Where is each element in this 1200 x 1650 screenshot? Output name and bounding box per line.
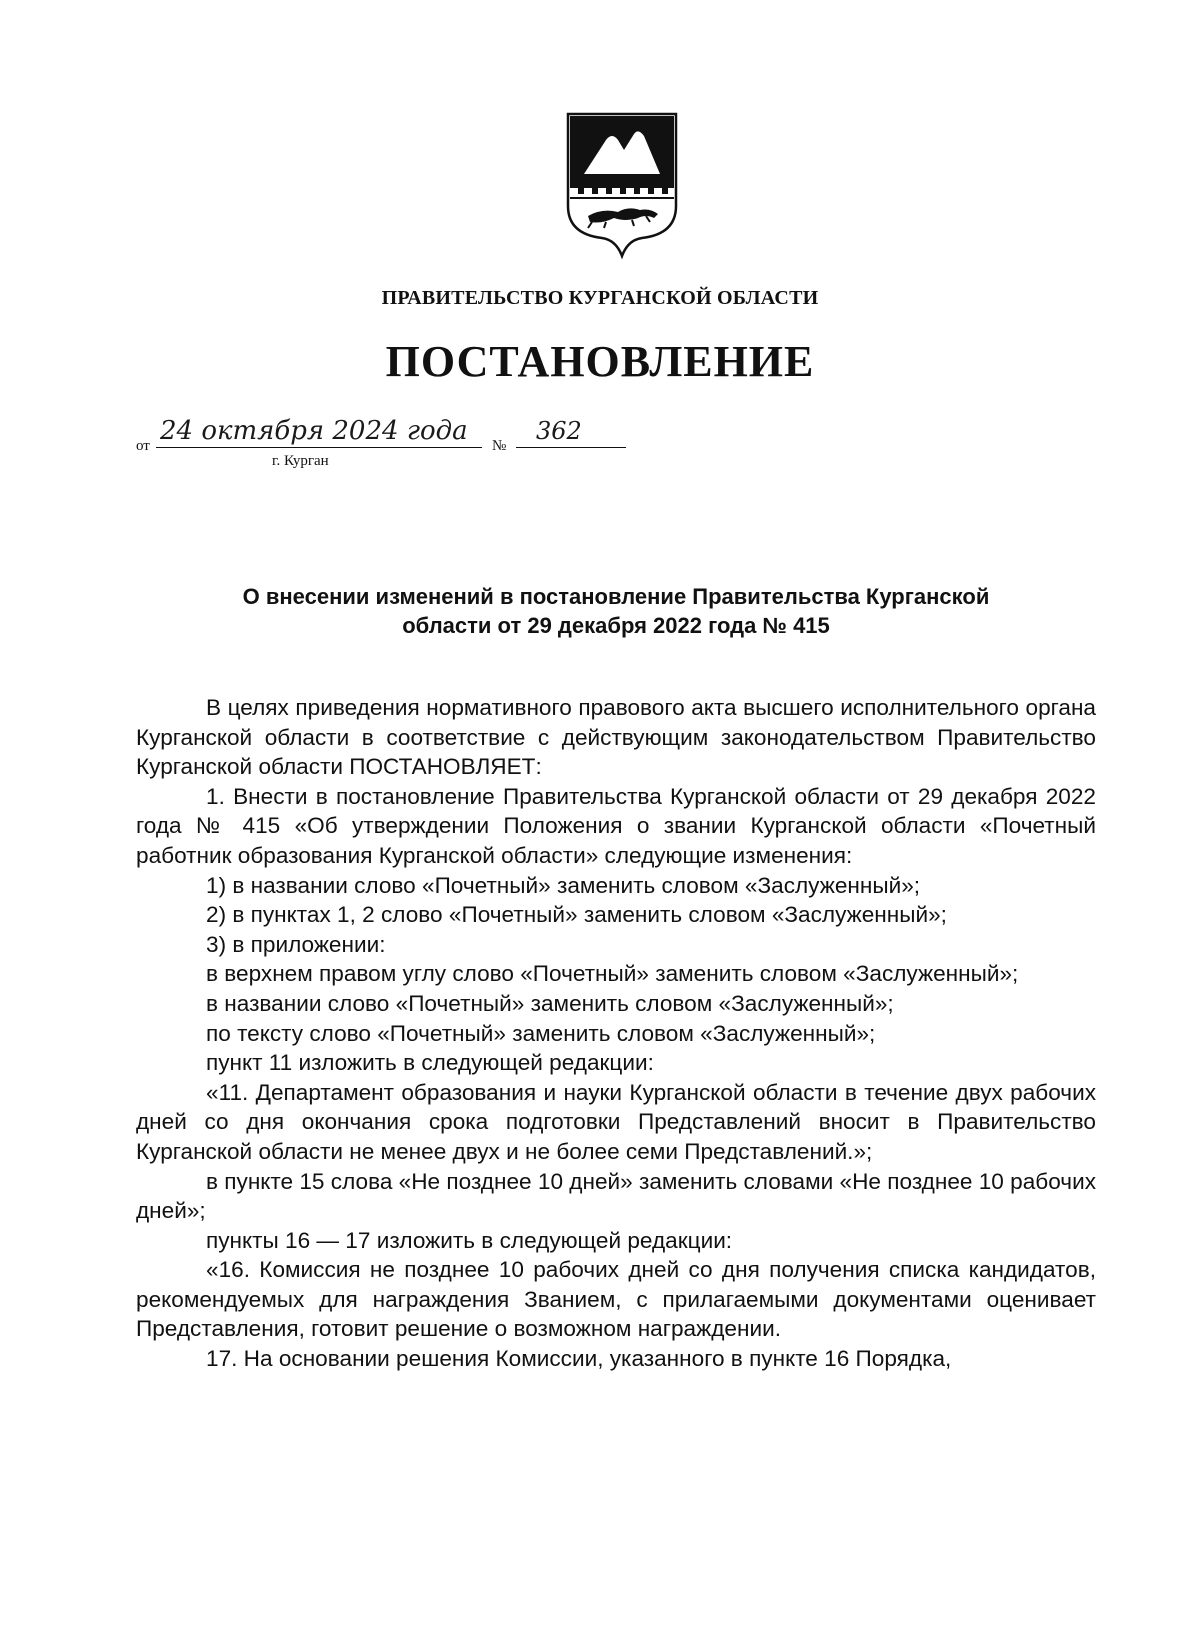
paragraph: 1) в названии слово «Почетный» заменить словом «Заслуженный»; (206, 872, 921, 898)
date-number-line (136, 418, 656, 478)
coat-of-arms-emblem (562, 110, 682, 260)
paragraph: 2) в пунктах 1, 2 слово «Почетный» заменить словом «Заслуженный»; (206, 902, 947, 928)
paragraph: в пункте 15 слова «Не позднее 10 дней» заменить словами «Не позднее 10 рабочих дней»; (136, 1168, 1096, 1224)
paragraph: в названии слово «Почетный» заменить словом «Заслуженный»; (206, 990, 894, 1016)
document-body (136, 693, 1096, 1374)
paragraph: 3) в приложении: (206, 931, 386, 957)
paragraph: В целях приведения нормативного правового акта высшего исполнительного органа Курганской области в соответствие с действующим законодательством Правительство Курганской области ПОСТАНОВЛЯЕТ: (136, 695, 1096, 780)
title-line-1: О внесении изменений в постановление Правительства Курганской (242, 584, 990, 609)
paragraph: по тексту слово «Почетный» заменить словом «Заслуженный»; (206, 1020, 876, 1046)
document-title (136, 582, 1096, 640)
government-name: ПРАВИТЕЛЬСТВО КУРГАНСКОЙ ОБЛАСТИ (381, 287, 819, 309)
paragraph: 17. На основании решения Комиссии, указанного в пункте 16 Порядка, (206, 1346, 952, 1372)
number-label: № (492, 438, 507, 454)
paragraph: в верхнем правом углу слово «Почетный» заменить словом «Заслуженный»; (206, 961, 1019, 987)
title-line-2: области от 29 декабря 2022 года № 415 (402, 613, 830, 638)
paragraph: «16. Комиссия не позднее 10 рабочих дней со дня получения списка кандидатов, рекомендуемых для награждения Званием, с прилагаемыми документами оценивает Представления, готовит решение о возможном награждении. (136, 1257, 1096, 1342)
handwritten-number: 362 (516, 418, 626, 448)
paragraph: «11. Департамент образования и науки Курганской области в течение двух рабочих дней со дня окончания срока подготовки Представлений вносит в Правительство Курганской области не менее двух и не более семи Представлений.»; (136, 1079, 1096, 1164)
paragraph: пункт 11 изложить в следующей редакции: (206, 1050, 654, 1076)
paragraph: пункты 16 — 17 изложить в следующей редакции: (206, 1227, 733, 1253)
handwritten-date: 24 октября 2024 года (156, 418, 482, 448)
city-label: г. Курган (272, 453, 329, 469)
document-type-heading: ПОСТАНОВЛЕНИЕ (385, 337, 815, 386)
paragraph: 1. Внести в постановление Правительства Курганской области от 29 декабря 2022 года № 415 «Об утверждении Положения о звании Курганской области «Почетный работник образования Курганской области» следующие изменения: (136, 783, 1096, 868)
from-label: от (136, 438, 150, 454)
